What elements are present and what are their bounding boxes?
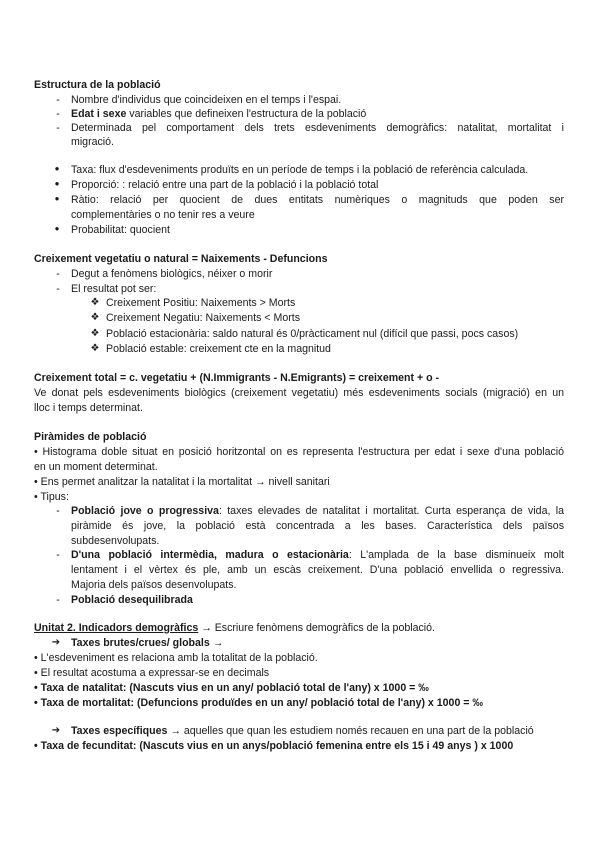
bullet-dot: ● bbox=[54, 164, 60, 173]
list-item: Determinada pel comportament dels trets esdeveniments demogràfics: natalitat, mortalitat i bbox=[71, 122, 564, 134]
arrow-bullet-icon: ➔ bbox=[51, 637, 61, 648]
sub-list-item: Població estable: creixement cte en la magnitud bbox=[106, 343, 331, 355]
bullet-dot: ● bbox=[54, 179, 60, 188]
bullet-dot: ● bbox=[54, 224, 60, 233]
bold-term: Edat i sexe bbox=[71, 108, 127, 120]
sub-list-item: Creixement Positiu: Naixements > Morts bbox=[106, 297, 296, 309]
paragraph: Ve donat pels esdeveniments biològics (creixement vegetatiu) més esdeveniments socials (migració) en un bbox=[34, 387, 564, 399]
section-title-creixement-total: Creixement total = c. vegetatiu + (N.Immigrants - N.Emigrants) = creixement + o - bbox=[34, 372, 440, 384]
diamond-bullet-icon: ❖ bbox=[90, 297, 100, 308]
dash-marker: - bbox=[56, 122, 60, 134]
paragraph-continued: en un moment determinat. bbox=[34, 461, 158, 473]
list-item bbox=[71, 549, 564, 562]
paragraph: • Ens permet analitzar la natalitat i la mortalitat → nivell sanitari bbox=[34, 476, 330, 488]
dash-marker: - bbox=[56, 283, 60, 295]
formula-line: • Taxa de natalitat: (Nascuts vius en un any/ població total de l'any) x 1000 = ‰ bbox=[34, 682, 429, 694]
list-item: Degut a fenòmens biològics, néixer o morir bbox=[71, 268, 273, 280]
list-item: Proporció: : relació entre una part de la població i la població total bbox=[71, 179, 379, 191]
list-item-continued: lentament i el vèrtex és ple, amb un escàs creixement. D'una població envellida o regressiva. bbox=[71, 564, 564, 576]
list-item-text: : L'amplada de la base disminueix molt bbox=[348, 549, 564, 561]
dash-marker: - bbox=[56, 268, 60, 280]
list-item-continued: complementàries o no tenir res a veure bbox=[71, 209, 255, 221]
list-item-continued: migració. bbox=[71, 136, 114, 148]
sub-list-item: Població estacionària: saldo natural és 0/pràcticament nul (difícil que passi, pocs casos) bbox=[106, 328, 519, 340]
list-item: Probabilitat: quocient bbox=[71, 224, 170, 236]
section-title-unitat-2 bbox=[34, 622, 435, 635]
paragraph: • L'esdeveniment es relaciona amb la totalitat de la població. bbox=[34, 652, 318, 664]
subheading: Taxes brutes/crues/ globals → bbox=[71, 637, 224, 649]
subheading bbox=[71, 725, 534, 738]
dash-marker: - bbox=[56, 94, 60, 106]
arrow-bullet-icon: ➔ bbox=[51, 725, 61, 736]
paragraph: • El resultat acostuma a expressar-se en decimals bbox=[34, 667, 270, 679]
sub-list-item: Creixement Negatiu: Naixements < Morts bbox=[106, 312, 300, 324]
diamond-bullet-icon: ❖ bbox=[90, 328, 100, 339]
list-item: Ràtio: relació per quocient de dues entitats numèriques o magnituds que poden ser bbox=[71, 194, 564, 206]
paragraph: • Histograma doble situat en posició horitzontal on es representa l'estructura per edat i sexe d'una població bbox=[34, 446, 564, 458]
diamond-bullet-icon: ❖ bbox=[90, 312, 100, 323]
unit-heading: Unitat 2. Indicadors demogràfics bbox=[34, 622, 199, 634]
list-item bbox=[71, 108, 366, 121]
dash-marker: - bbox=[56, 505, 60, 517]
list-item-continued: piràmide és jove, la població està concentrada a les bases. Característica dels països bbox=[71, 520, 564, 532]
diamond-bullet-icon: ❖ bbox=[90, 343, 100, 354]
list-item: Població desequilibrada bbox=[71, 594, 193, 606]
unit-heading-note: → Escriure fenòmens demogràfics de la població. bbox=[198, 622, 435, 634]
section-title-piramides: Piràmides de població bbox=[34, 431, 147, 443]
list-item: Nombre d'individus que coincideixen en el temps i l'espai. bbox=[71, 94, 342, 106]
dash-marker: - bbox=[56, 108, 60, 120]
list-item-continued: Majoria dels països desenvolupats. bbox=[71, 579, 237, 591]
list-item: El resultat pot ser: bbox=[71, 283, 157, 295]
subheading-note: → aquelles que quan les estudiem només recauen en una part de la població bbox=[167, 725, 534, 737]
list-item-text: : taxes elevades de natalitat i mortalitat. Curta esperança de vida, la bbox=[218, 505, 564, 517]
list-item: Taxa: flux d'esdeveniments produïts en un període de temps i la població de referència calculada. bbox=[71, 164, 529, 176]
bullet-dot: ● bbox=[54, 194, 60, 203]
list-item bbox=[71, 505, 564, 518]
dash-marker: - bbox=[56, 549, 60, 561]
section-title-creixement-vegetatiu: Creixement vegetatiu o natural = Naixements - Defuncions bbox=[34, 253, 328, 265]
paragraph: • Tipus: bbox=[34, 491, 69, 503]
formula-line: • Taxa de mortalitat: (Defuncions produïdes en un any/ població total de l'any) x 1000 = ‰ bbox=[34, 697, 483, 709]
list-item-continued: subdesenvolupats. bbox=[71, 535, 160, 547]
bold-term: Taxes específiques bbox=[71, 725, 168, 737]
bold-term: Població jove o progressiva bbox=[71, 505, 219, 517]
paragraph-continued: lloc i temps determinat. bbox=[34, 402, 143, 414]
bold-term: D'una població intermèdia, madura o estacionària bbox=[71, 549, 349, 561]
list-item-text: variables que defineixen l'estructura de la població bbox=[126, 108, 367, 120]
dash-marker: - bbox=[56, 594, 60, 606]
section-title-estructura: Estructura de la població bbox=[34, 79, 161, 91]
formula-line: • Taxa de fecunditat: (Nascuts vius en un anys/població femenina entre els 15 i 49 anys ) x 1000 bbox=[34, 740, 514, 752]
